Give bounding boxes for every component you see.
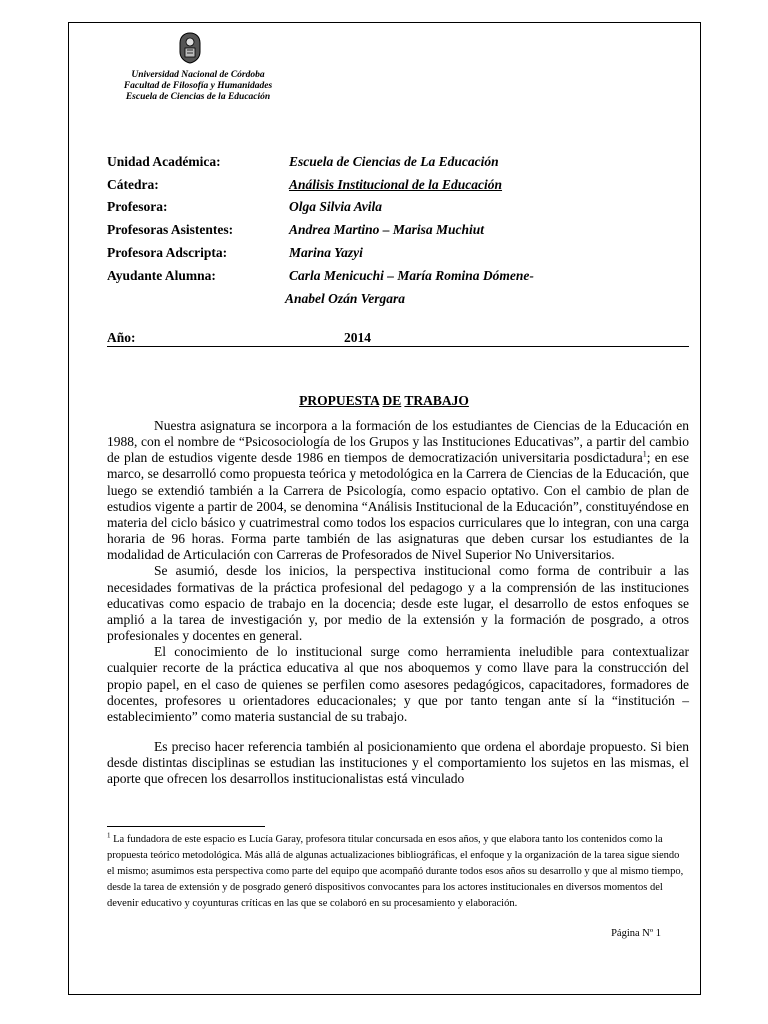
info-value: Andrea Martino – Marisa Muchiut [289, 222, 485, 237]
info-row-ayudante [107, 268, 534, 284]
paragraph: El conocimiento de lo institucional surge como herramienta ineludible para contextualizar cualquier recorte de la práctica educativa al que nos aboquemos y como llave para la construcción del propio papel, en el caso de quienes se perfilen como asesores pedagógicos, capacitadores, formadores de docentes, profesores u orientadores educacionales; y que por tanto tengan ante sí la “institución – establecimiento” como materia sustancial de su trabajo. [107, 644, 689, 724]
info-label: Ayudante Alumna: [107, 268, 216, 283]
paragraph [107, 418, 689, 563]
info-label: Unidad Académica: [107, 154, 221, 169]
paragraph-text: ; en ese marco, se desarrolló como propuesta teórica y metodológica en la Carrera de Ciencias de la Educación, que luego se extendió también a la Carrera de Psicología, como espacio optativo. Con el cambio de plan de estudios vigente a partir de 2004, se denomina “Análisis Institucional de la Educación”, constituyéndose en materia del ciclo básico y cuatrimestral como todos los espacios curriculares que lo integran, con una carga horaria de 96 horas. Forma parte también de las asignaturas que deben cursar los estudiantes de la modalidad de Articulación con Carreras de Profesorados de Nivel Superior No Universitarios. [107, 450, 689, 563]
info-label: Cátedra: [107, 177, 159, 192]
year-label: Año: [107, 330, 136, 345]
footnote-rule [107, 826, 265, 827]
info-label: Profesora Adscripta: [107, 245, 228, 260]
footnote [107, 832, 689, 912]
info-value: Análisis Institucional de la Educación [289, 177, 503, 192]
title-word: PROPUESTA [299, 393, 380, 408]
school-name: Escuela de Ciencias de la Educación [125, 92, 271, 102]
info-value: Carla Menicuchi – María Romina Dómene- [289, 268, 534, 283]
institution-header [108, 70, 288, 103]
paragraph: Es preciso hacer referencia también al posicionamiento que ordena el abordaje propuesto. Si bien desde distintas disciplinas se estudian las instituciones y el comportamiento los sujetos en las mismas, el aporte que ofrecen los desarrollos institucionalistas está vinculado [107, 738, 689, 787]
info-value: Anabel Ozán Vergara [285, 291, 406, 306]
year-row [107, 330, 371, 346]
header-rule [107, 346, 689, 347]
info-value: Escuela de Ciencias de La Educación [289, 154, 499, 169]
info-row-catedra [107, 177, 503, 193]
footnote-ref: 1 [642, 449, 647, 459]
info-row-adscripta [107, 245, 363, 261]
faculty-name: Facultad de Filosofía y Humanidades [123, 81, 273, 91]
footnote-text: La fundadora de este espacio es Lucía Garay, profesora titular concursada en esos años, y que elabora tanto los contenidos como la propuesta teórico metodológica. Más allá de algunas actualizaciones bibliográficas, el enfoque y la organización de la tarea sigue siendo el mismo; asumimos esta perspectiva como parte del equipo que acompañó durante todos esos años su desarrollo y que al mismo tiempo, desde la tarea de extensión y de posgrado generó dispositivos convocantes para los actores institucionales en diversos momentos del devenir educativo y coyunturas críticas en las que se colaboró en su procesamiento y elaboración. [107, 834, 684, 910]
info-row-asistentes [107, 222, 485, 238]
info-label: Profesora: [107, 199, 168, 214]
info-value: Olga Silvia Avila [289, 199, 382, 214]
university-seal-icon [178, 32, 202, 64]
info-row-profesora [107, 199, 382, 215]
title-word: TRABAJO [404, 393, 469, 408]
info-value: Marina Yazyi [289, 245, 363, 260]
year-value: 2014 [344, 330, 371, 345]
info-row-unidad [107, 154, 499, 170]
title-word: DE [382, 393, 402, 408]
paragraph-text: Nuestra asignatura se incorpora a la formación de los estudiantes de Ciencias de la Educación en 1988, con el nombre de “Psicosociología de los Grupos y las Instituciones Educativas”, a partir del cambio de plan de estudios vigente desde 1986 en tiempos de democratización universitaria posdictadura [107, 418, 689, 466]
footnote-marker: 1 [107, 831, 111, 840]
paragraph: Se asumió, desde los inicios, la perspectiva institucional como forma de contribuir a las necesidades formativas de la práctica profesional del pedagogo y a la comprensión de las instituciones educativas como espacio de trabajo en la docencia; desde este lugar, el desarrollo de estos enfoques se amplió a la tarea de investigación y, por medio de la extensión y la formación de posgrado, a otros profesionales y docentes en general. [107, 563, 689, 644]
document-title [0, 393, 768, 409]
body-text [107, 418, 689, 787]
university-name: Universidad Nacional de Córdoba [131, 70, 265, 80]
info-label: Profesoras Asistentes: [107, 222, 234, 237]
page-number: Página Nº 1 [611, 928, 661, 939]
